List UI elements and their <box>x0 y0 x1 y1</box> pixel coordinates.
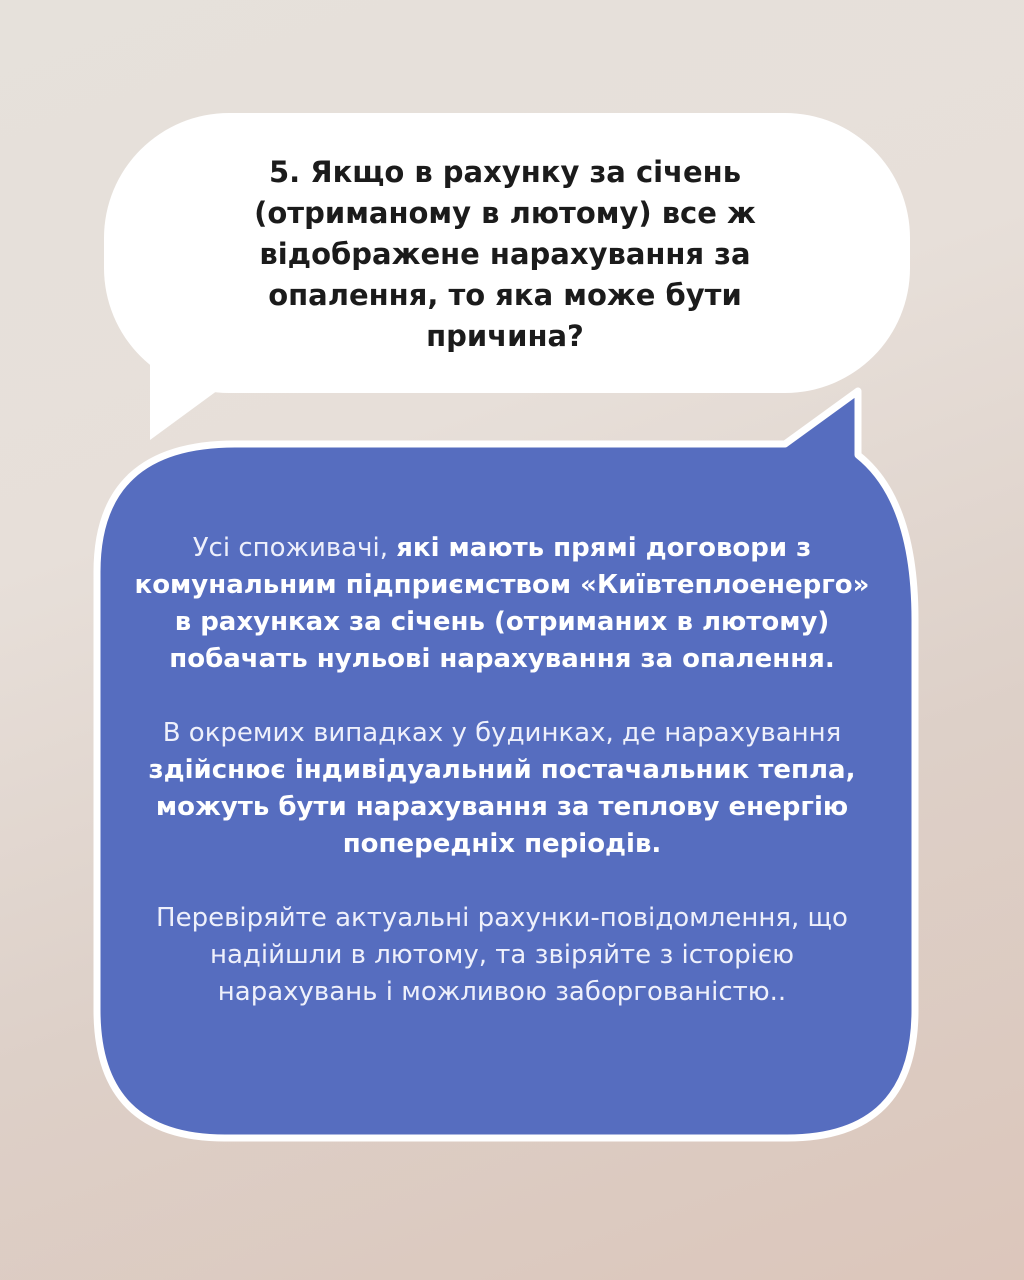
answer-paragraph-1 <box>130 530 874 678</box>
answer-p2-regular: В окремих випадках у будинках, де нарахування <box>162 718 842 748</box>
answer-p1-bold: які мають прямі договори з комунальним підприємством «Київтеплоенерго» в рахунках за січень (отриманих в лютому) побачать нульові нарахування за опалення. <box>134 533 870 674</box>
answer-p1-regular: Усі споживачі, <box>192 533 397 563</box>
answer-text <box>130 530 874 1011</box>
question-text: 5. Якщо в рахунку за січень (отриманому в лютому) все ж відображене нарахування за опалення, то яка може бути причина? <box>254 155 756 353</box>
answer-p3-regular: Перевіряйте актуальні рахунки-повідомлення, що надійшли в лютому, та звіряйте з історією нарахувань і можливою заборгованістю.. <box>156 903 848 1007</box>
answer-p2-bold: здійснює індивідуальний постачальник тепла, можуть бути нарахування за теплову енергію попередніх періодів. <box>148 755 856 859</box>
answer-paragraph-2 <box>130 715 874 863</box>
answer-paragraph-3 <box>130 900 874 1011</box>
